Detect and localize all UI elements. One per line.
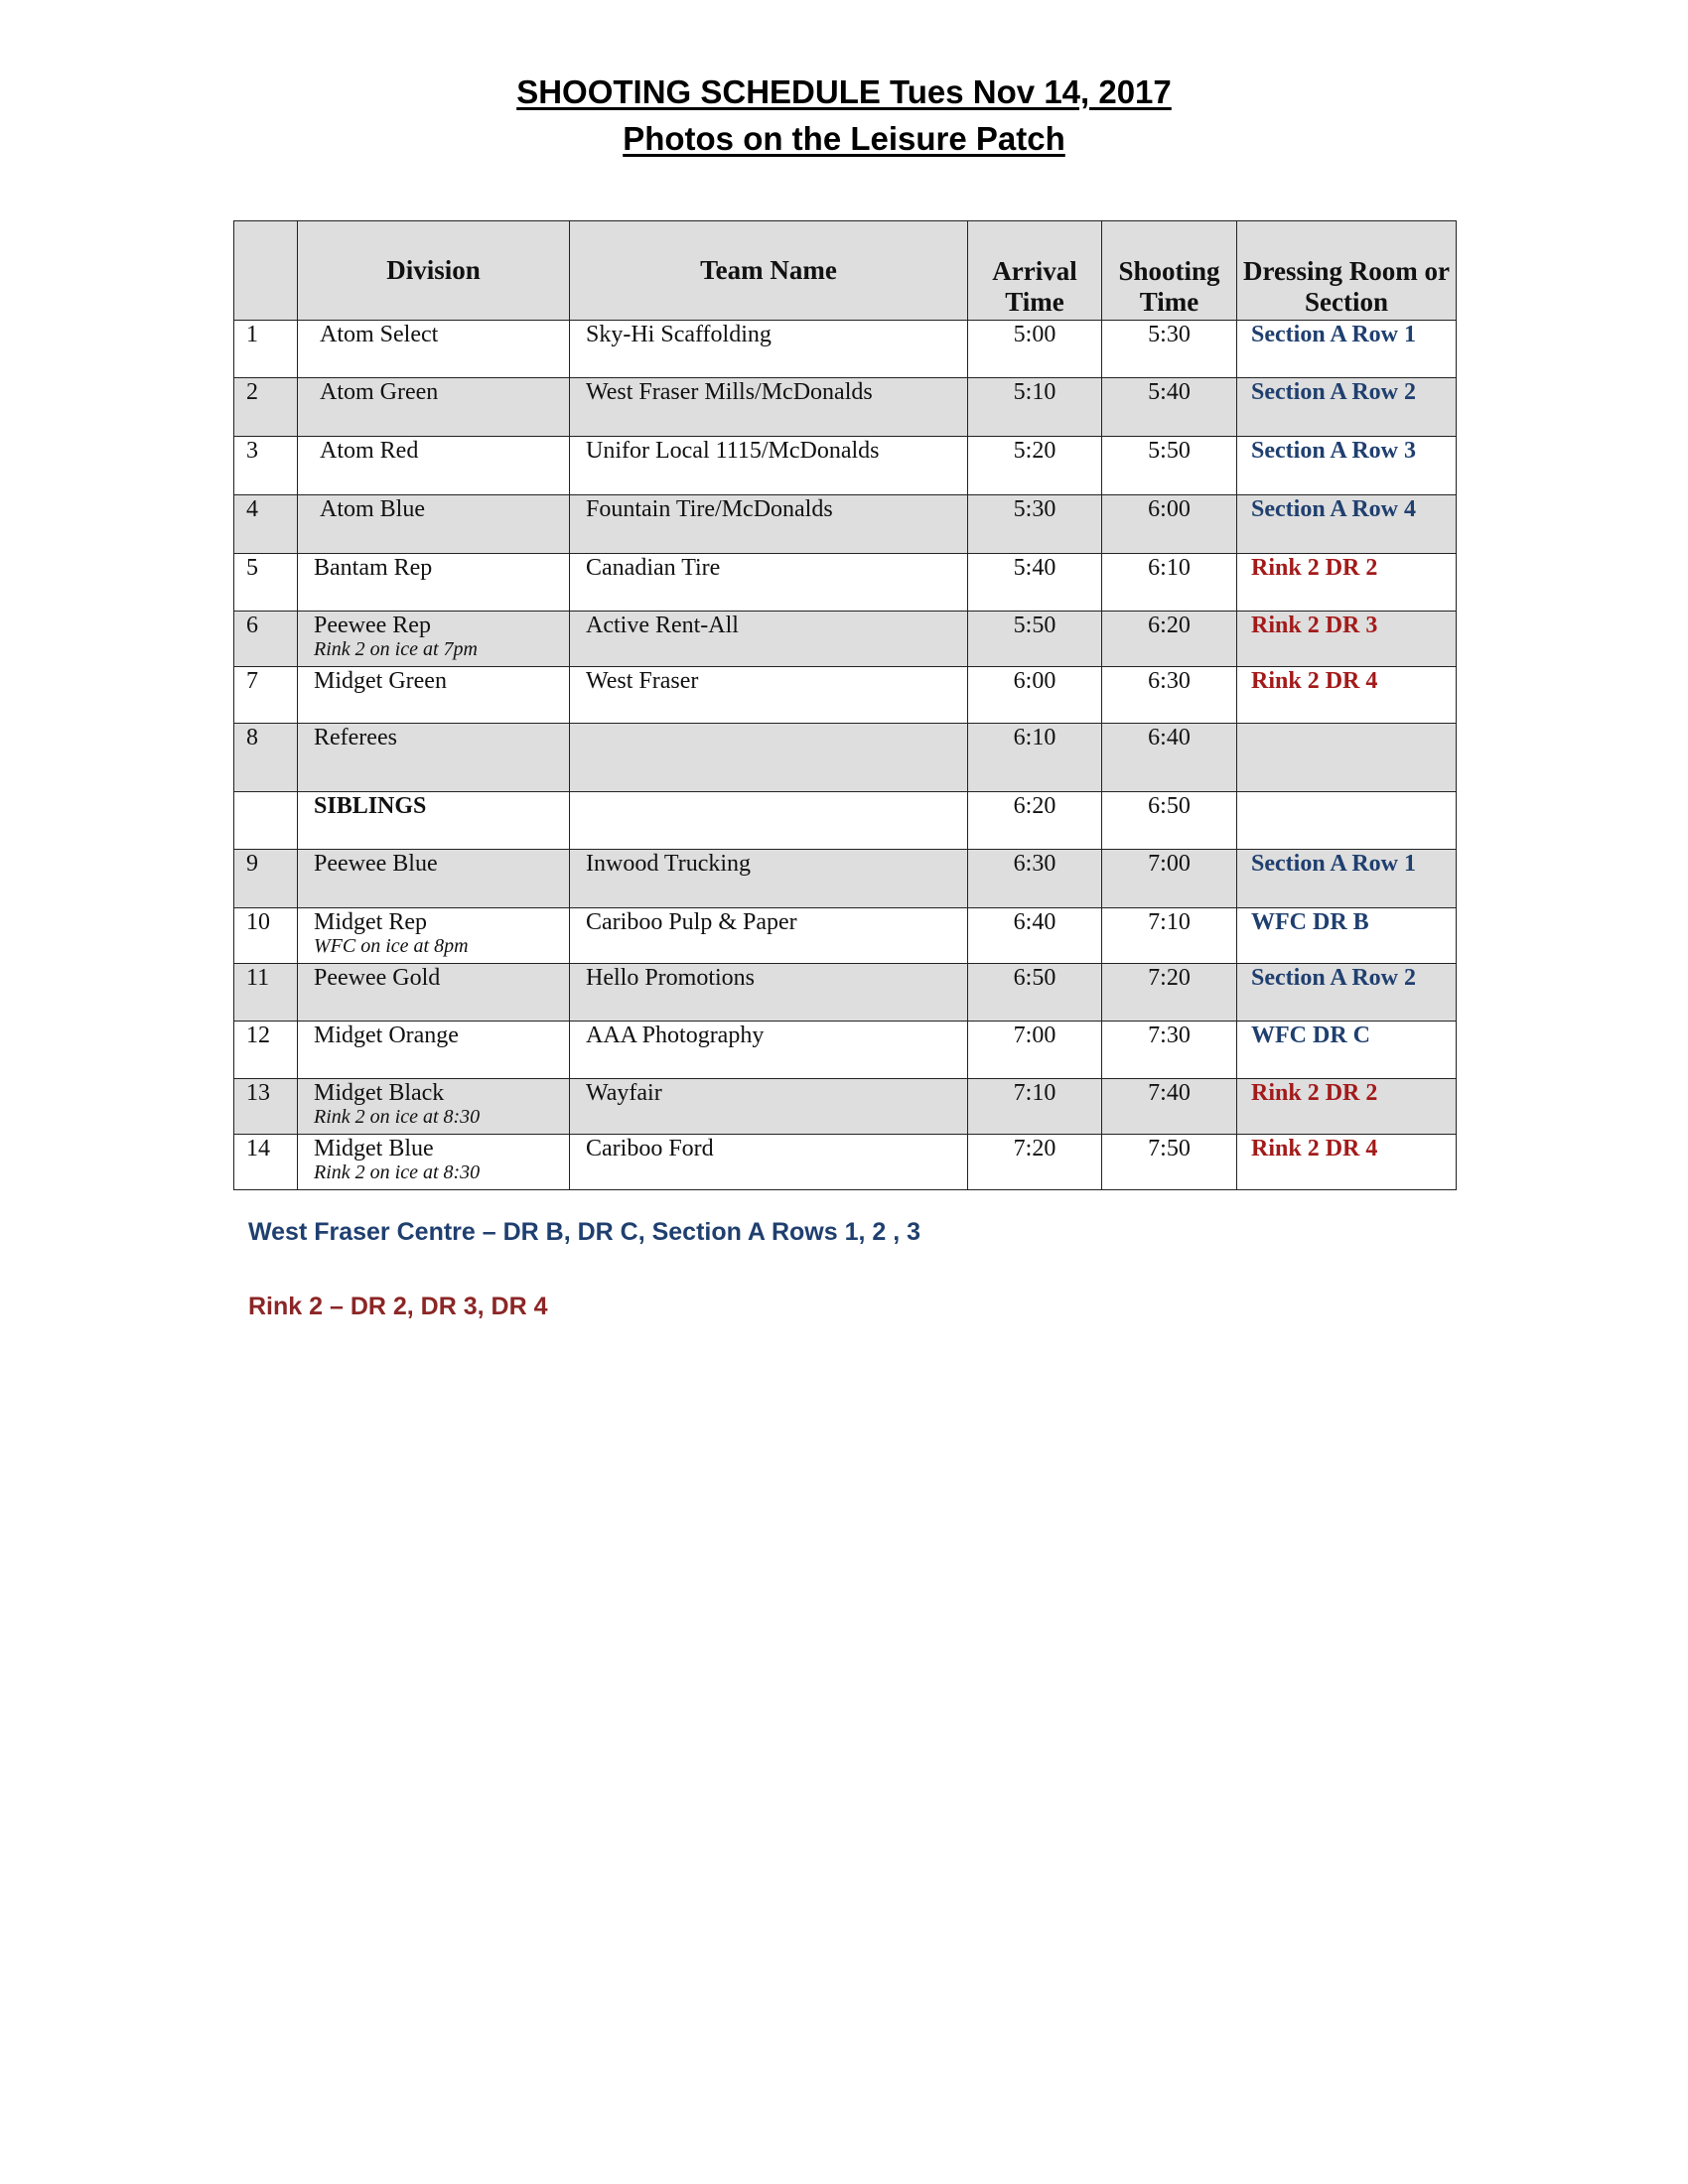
row-number: 12	[234, 1022, 298, 1079]
division-cell	[298, 1079, 570, 1135]
table-row	[234, 437, 1457, 495]
division-cell	[298, 850, 570, 908]
dressing-room: WFC DR C	[1237, 1022, 1457, 1079]
table-row	[234, 667, 1457, 724]
shooting-time: 6:20	[1102, 612, 1237, 667]
team-name: Hello Promotions	[570, 964, 968, 1022]
row-number: 14	[234, 1135, 298, 1190]
team-name	[570, 792, 968, 850]
team-name: Canadian Tire	[570, 554, 968, 612]
team-name: Wayfair	[570, 1079, 968, 1135]
division-cell	[298, 554, 570, 612]
row-number: 6	[234, 612, 298, 667]
shooting-time: 7:10	[1102, 908, 1237, 964]
row-number: 5	[234, 554, 298, 612]
team-name: Unifor Local 1115/McDonalds	[570, 437, 968, 495]
division-cell	[298, 792, 570, 850]
dressing-room: Section A Row 2	[1237, 378, 1457, 437]
arrival-time: 5:20	[968, 437, 1102, 495]
dressing-room: Rink 2 DR 3	[1237, 612, 1457, 667]
row-number: 9	[234, 850, 298, 908]
division-cell	[298, 1022, 570, 1079]
page-title: SHOOTING SCHEDULE Tues Nov 14, 2017	[516, 73, 1172, 110]
team-name: Sky-Hi Scaffolding	[570, 321, 968, 378]
dressing-room	[1237, 724, 1457, 792]
arrival-time: 7:10	[968, 1079, 1102, 1135]
team-name: West Fraser	[570, 667, 968, 724]
row-number: 8	[234, 724, 298, 792]
shooting-time: 5:30	[1102, 321, 1237, 378]
row-number: 7	[234, 667, 298, 724]
table-row	[234, 792, 1457, 850]
arrival-time: 6:50	[968, 964, 1102, 1022]
division-name: Atom Select	[320, 322, 439, 347]
row-number: 11	[234, 964, 298, 1022]
division-name: Midget Orange	[314, 1023, 459, 1048]
shooting-time: 6:30	[1102, 667, 1237, 724]
table-row	[234, 321, 1457, 378]
dressing-room: Rink 2 DR 2	[1237, 1079, 1457, 1135]
dressing-room: Rink 2 DR 2	[1237, 554, 1457, 612]
division-cell	[298, 667, 570, 724]
division-cell	[298, 908, 570, 964]
division-cell	[298, 964, 570, 1022]
dressing-room: Rink 2 DR 4	[1237, 667, 1457, 724]
schedule-table-body	[234, 321, 1457, 1190]
arrival-time: 5:30	[968, 495, 1102, 554]
table-row	[234, 378, 1457, 437]
arrival-time: 6:30	[968, 850, 1102, 908]
dressing-room: Section A Row 2	[1237, 964, 1457, 1022]
division-name: Atom Blue	[320, 496, 425, 522]
arrival-time: 5:00	[968, 321, 1102, 378]
dressing-room: Section A Row 4	[1237, 495, 1457, 554]
col-header-dressing-room: Dressing Room or Section	[1237, 221, 1457, 321]
schedule-table	[233, 220, 1457, 1190]
shooting-time: 6:50	[1102, 792, 1237, 850]
division-ice-note: Rink 2 on ice at 8:30	[314, 1161, 481, 1183]
dressing-room	[1237, 792, 1457, 850]
shooting-time: 7:20	[1102, 964, 1237, 1022]
team-name: Cariboo Pulp & Paper	[570, 908, 968, 964]
division-ice-note: WFC on ice at 8pm	[314, 935, 469, 957]
page-subtitle: Photos on the Leisure Patch	[623, 120, 1065, 157]
table-row	[234, 724, 1457, 792]
arrival-time: 7:20	[968, 1135, 1102, 1190]
division-ice-note: Rink 2 on ice at 8:30	[314, 1106, 481, 1128]
dressing-room: WFC DR B	[1237, 908, 1457, 964]
dressing-room: Rink 2 DR 4	[1237, 1135, 1457, 1190]
row-number: 1	[234, 321, 298, 378]
col-header-number	[234, 221, 298, 321]
team-name: AAA Photography	[570, 1022, 968, 1079]
shooting-time: 5:50	[1102, 437, 1237, 495]
header-row	[234, 221, 1457, 321]
table-row	[234, 1022, 1457, 1079]
arrival-time: 6:10	[968, 724, 1102, 792]
division-name: Atom Green	[320, 379, 439, 405]
division-name: Peewee Rep	[314, 613, 431, 638]
arrival-time: 5:10	[968, 378, 1102, 437]
footer-west-fraser-centre: West Fraser Centre – DR B, DR C, Section A Rows 1, 2 , 3	[248, 1218, 921, 1246]
team-name: West Fraser Mills/McDonalds	[570, 378, 968, 437]
team-name: Inwood Trucking	[570, 850, 968, 908]
arrival-time: 5:50	[968, 612, 1102, 667]
schedule-table-header	[234, 221, 1457, 321]
table-row	[234, 850, 1457, 908]
shooting-time: 6:40	[1102, 724, 1237, 792]
table-row	[234, 1135, 1457, 1190]
shooting-time: 6:00	[1102, 495, 1237, 554]
shooting-time: 7:00	[1102, 850, 1237, 908]
arrival-time: 6:40	[968, 908, 1102, 964]
division-name: SIBLINGS	[314, 793, 427, 819]
division-name: Midget Rep	[314, 909, 427, 935]
division-name: Referees	[314, 725, 397, 751]
arrival-time: 6:20	[968, 792, 1102, 850]
table-row	[234, 1079, 1457, 1135]
table-row	[234, 908, 1457, 964]
division-name: Peewee Gold	[314, 965, 441, 991]
arrival-time: 6:00	[968, 667, 1102, 724]
division-cell	[298, 1135, 570, 1190]
col-header-team-name: Team Name	[570, 221, 968, 321]
division-cell	[298, 724, 570, 792]
division-cell	[298, 437, 570, 495]
team-name: Fountain Tire/McDonalds	[570, 495, 968, 554]
division-name: Peewee Blue	[314, 851, 438, 877]
team-name: Active Rent-All	[570, 612, 968, 667]
row-number	[234, 792, 298, 850]
dressing-room: Section A Row 3	[1237, 437, 1457, 495]
table-row	[234, 964, 1457, 1022]
row-number: 2	[234, 378, 298, 437]
division-ice-note: Rink 2 on ice at 7pm	[314, 638, 478, 660]
division-name: Midget Blue	[314, 1136, 434, 1161]
col-header-division: Division	[298, 221, 570, 321]
division-name: Bantam Rep	[314, 555, 433, 581]
row-number: 13	[234, 1079, 298, 1135]
division-name: Midget Green	[314, 668, 447, 694]
division-name: Atom Red	[320, 438, 419, 464]
col-header-arrival-time: Arrival Time	[968, 221, 1102, 321]
arrival-time: 7:00	[968, 1022, 1102, 1079]
division-cell	[298, 495, 570, 554]
table-row	[234, 495, 1457, 554]
shooting-time: 5:40	[1102, 378, 1237, 437]
division-cell	[298, 612, 570, 667]
table-row	[234, 612, 1457, 667]
footer-rink-2: Rink 2 – DR 2, DR 3, DR 4	[248, 1293, 548, 1320]
dressing-room: Section A Row 1	[1237, 321, 1457, 378]
row-number: 3	[234, 437, 298, 495]
table-row	[234, 554, 1457, 612]
row-number: 10	[234, 908, 298, 964]
shooting-time: 7:30	[1102, 1022, 1237, 1079]
division-cell	[298, 378, 570, 437]
team-name	[570, 724, 968, 792]
division-name: Midget Black	[314, 1080, 445, 1106]
col-header-shooting-time: Shooting Time	[1102, 221, 1237, 321]
shooting-time: 7:50	[1102, 1135, 1237, 1190]
shooting-time: 6:10	[1102, 554, 1237, 612]
shooting-time: 7:40	[1102, 1079, 1237, 1135]
arrival-time: 5:40	[968, 554, 1102, 612]
division-cell	[298, 321, 570, 378]
team-name: Cariboo Ford	[570, 1135, 968, 1190]
row-number: 4	[234, 495, 298, 554]
dressing-room: Section A Row 1	[1237, 850, 1457, 908]
